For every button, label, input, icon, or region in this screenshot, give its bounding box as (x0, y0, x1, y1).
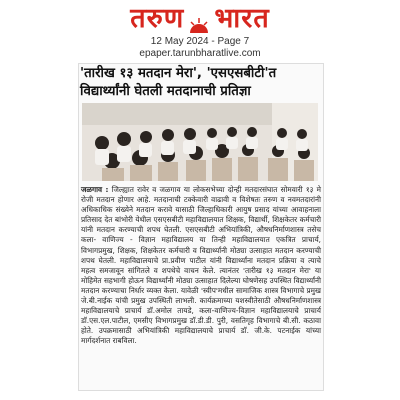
masthead-title-left: तरुण (130, 3, 185, 34)
masthead-title-right: भारत (214, 3, 270, 34)
article-dateline: जळगाव : (81, 185, 109, 194)
edition-meta (0, 36, 400, 60)
article-headline (80, 65, 324, 101)
article-photo (82, 103, 318, 181)
edition-date-page: 12 May 2024 - Page 7 (150, 36, 250, 47)
headline-line-2: विद्यार्थ्यांनी घेतली मतदानाची प्रतिज्ञा (80, 84, 251, 99)
edition-url: epaper.tarunbharatlive.com (139, 48, 261, 59)
article-body (81, 185, 321, 347)
newspaper-masthead (0, 2, 400, 36)
masthead-logo (130, 2, 269, 36)
headline-line-1: 'तारीख १३ मतदान मेरा', 'एसएसबीटी'त (80, 66, 277, 81)
sun-emblem-icon (188, 10, 210, 28)
article-body-text: जिल्ह्यात रावेर व जळगाव या लोकसभेच्या दोन्ही मतदारसंघात सोमवारी १३ मे रोजी मतदान होणार आहे. मतदानाची टक्केवारी वाढावी व विशेषतः तरुण व नवमतदारांनी अधिकाधिक संख्येने मतदान करावे यासाठी जिल्हाधिकारी आयुष प्रसाद यांच्या आवाहनाला प्रतिसाद देत बांभोरी येथील एसएसबीटी महाविद्यालयात शिक्षक, विद्यार्थी, शिक्षकेतर कर्मचारी यांनी मतदान करण्याची शपथ घेतली. एसएसबीटी अभियांत्रिकी, औषधनिर्माणशास्त्र तसेच कला- वाणिज्य - विज्ञान महाविद्यालय या तिन्ही महाविद्यालयात एकत्रित प्राचार्य, विभागप्रमुख, शिक्षक, शिक्षकेतर कर्मचारी व विद्यार्थ्यांनी मोठ्या उत्साहात मतदान करण्याची शपथ घेतली. महाविद्यालयाचे प्रा.प्रवीण पाटील यांनी विद्यार्थ्यांना मतदान प्रक्रिया व त्याचे महत्व समजावून सांगितले व शपथेचे वाचन केले. त्यानंतर 'तारीख १३ मतदान मेरा' या मोहिमेत सहभागी होऊन विद्यार्थ्यांनी मोठ्या उत्साहात दिलेल्या घोषणेसह उपस्थित विद्यार्थ्यांनी मतदान करण्याचा निर्धार व्यक्त केला. यावेळी 'स्वीप'मधील सामाजिक शास्त्र विभागाचे प्रमुख जे.बी.नाईक यांची प्रमुख उपस्थिती लाभली. कार्यक्रमाच्या यशस्वीतेसाठी औषधनिर्माणशास्त्र महाविद्यालयाचे प्राचार्य डॉ.अमोल तायडे, कला-वाणिज्य-विज्ञान महाविद्यालयाचे प्राचार्य डॉ.एस.एल.पाटील, एमसीए विभागप्रमुख डॉ.डी.डी. पुरी, वसतिगृह विभागाचे बी.सी. कठावा होते. उपक्रमासाठी अभियांत्रिकी महाविद्यालयाचे प्राचार्य डॉ. जी.के. पटनाईक यांच्या मार्गदर्शनात राबविला. (81, 185, 321, 346)
